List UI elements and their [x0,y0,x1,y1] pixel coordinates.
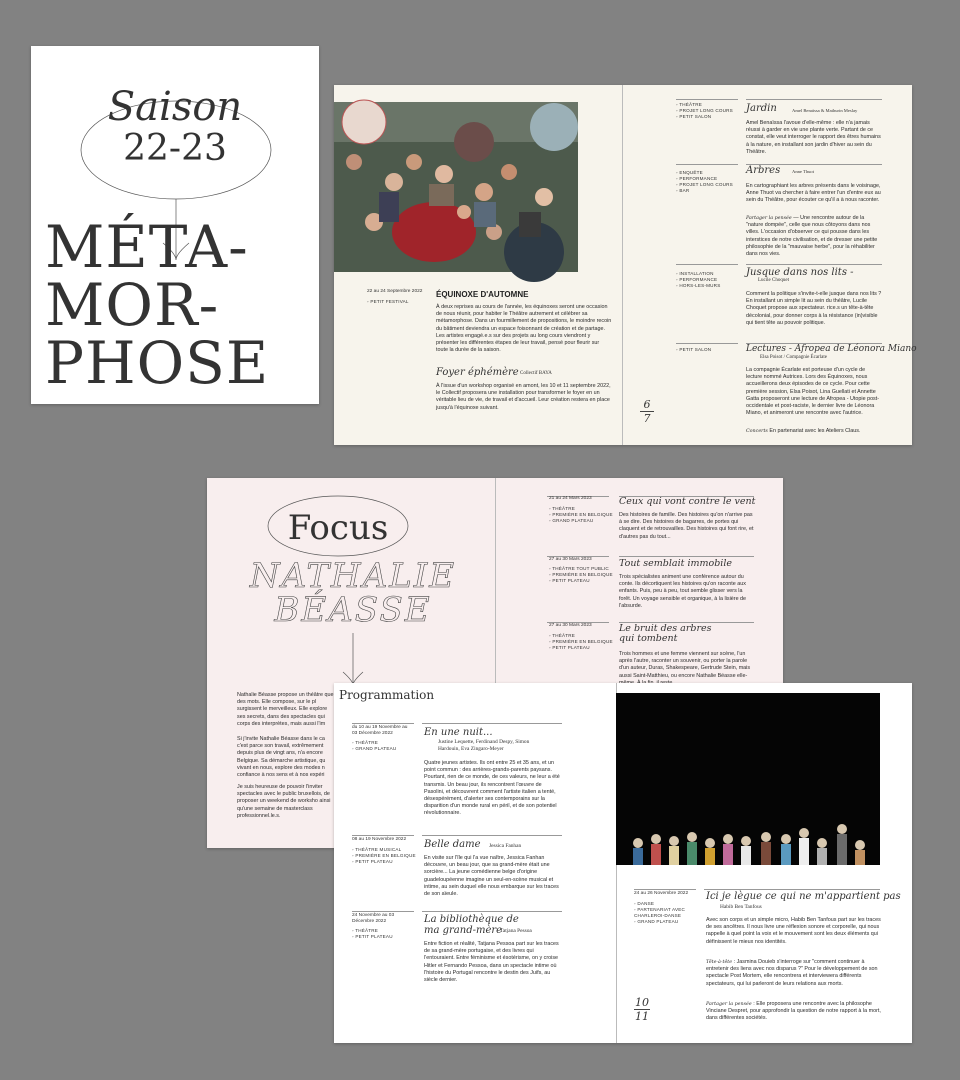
item-title: Arbres [746,165,781,176]
page-number: 10 11 [635,996,649,1023]
event-date: 08 au 19 Novembre 2022 [352,837,407,842]
event-by: Justine Lequette, Ferdinand Despy, Simon Hardouin, Eva Zingaro-Meyer [438,739,530,752]
event-tags: ◦ DANSE ◦ PARTENARIAT AVEC CHARLEROI-DANSE ◦ GRAND PLATEAU [634,901,696,925]
item-text: Comment la politique s'invite-t-elle jusque dans nos lits ? En installant un simple lit au sein du théâtre, Lucile Choquet propose aux spectateur. rice.s un tête-à-tête décolonial, pour donner corps à la résistance (in)visible qui tient tête au pouvoir politique. [746,291,882,326]
item-tags: ◦ ENQUÊTE ◦ PERFORMANCE ◦ PROJET LONG COURS ◦ BAR [676,170,733,194]
section-title: ÉQUINOXE D'AUTOMNE [436,290,529,299]
item-title: Lectures - Afropea de Léonora Miano [746,344,917,354]
item-title: Jusque dans nos lits - [746,267,854,278]
item-note: Concerts En partenariat avec les Ateliers Claus. [746,428,861,434]
event-note: Tête-à-tête : Jasmina Douieb s'interroge sur "comment continuer à entretenir des liens avec nos disparus ?" Pour le développement de son spectacle Post Mortem, elle rencontrera et interviewera différents spectateurs, qui lui parleront de leurs relations aux morts. [706,959,878,987]
event-by: Jessica Fanhan [489,843,522,849]
event-title: La bibliothèque de ma grand-mère [424,914,519,936]
cover-title-line: PHOSE [45,329,270,397]
event-tags: ◦ THÉÂTRE TOUT PUBLIC ◦ PREMIÈRE EN BELGIQUE ◦ PETIT PLATEAU [549,566,613,584]
event-title: Ici je lègue ce qui ne m'appartient pas [706,891,901,902]
spread-equinoxe [334,85,917,445]
item-by: Anne Thuot [792,169,814,174]
event-title: En une nuit... [424,727,493,738]
focus-word: Focus [287,508,389,548]
foyer-title: Foyer éphémère [436,367,519,378]
spread-programmation [334,683,912,1043]
event-date: du 10 au 19 Novembre au 03 Décembre 2022 [352,725,408,736]
event-tags: ◦ THÉÂTRE ◦ GRAND PLATEAU [352,740,396,752]
event-text: Des histoires de famille. Des histoires qu'on n'arrive pas à se dire. Des histoires de bagarres, de portes qui claquent et de retrouvailles. Des histoires qui font rire, et d'autres pas du tout... [619,512,754,540]
event-by: Tatjana Pessoa [500,928,532,934]
item-tags: ◦ THÉÂTRE ◦ PROJET LONG COURS ◦ PETIT SALON [676,102,733,120]
item-by: Lucile Choquet [758,278,789,283]
event-tags: ◦ THÉÂTRE ◦ PREMIÈRE EN BELGIQUE ◦ GRAND PLATEAU [549,506,613,524]
event-date: 22 au 24 Septembre 2022 [367,289,423,294]
event-text: Entre fiction et réalité, Tatjana Pessoa part sur les traces de sa grand-mère portugaise, et des livres qui l'entouraient. Entre féminisme et ésotérisme, on y croise Hitler et Fernando Pessoa, dans un spectacle intime où l'histoire du Portugal rencontre le destin des Juifs, au siècle dernier. [424,941,559,984]
event-text: Trois hommes et une femme viennent sur scène, l'un après l'autre, raconter un souvenir, ou porter la parole d'un auteur, Duras, Shakespeare, Gertrude Stein, mais aussi Saint-Matthieu, ou encore Nathalie Béasse elle- [619,651,751,679]
stage-performers-photo [616,693,880,865]
event-text: Avec son corps et un simple micro, Habib Ben Tanfous part sur les traces de ses ancêtres. Il nous livre une réflexion sonore et corporelle, qui nous rappelle à quel point la voix et le mouvement sont les deux éléments qui définissent le mieux nos identités. [706,917,881,945]
event-text: Trois spécialistes animent une conférence autour du conte. Ils décortiquent les histoires qu'on raconte aux enfants. Puis, peu à peu, tout semble glisser vers la forêt. Un voyage sensible et organique, à la lisière de l'absurde. [619,574,747,609]
item-by: Amel Benaïssa & Mathurin Meslay [792,108,858,113]
cover-title [45,213,270,397]
item-title: Jardin [746,103,777,114]
event-date: 27 au 30 Mars 2023 [549,557,592,562]
crowd-umbrellas-photo [334,102,578,272]
cover-years: 22-23 [123,128,227,169]
cover-title-line: MÉTA- [45,213,249,281]
programmation-heading: Programmation [339,688,435,702]
event-note: Partager la pensée : Elle proposera une rencontre avec la philosophe Vinciane Despret, pour approfondir la question de notre rapport à la mort, dans différentes sociétés. [706,1001,881,1022]
event-title: Tout semblait immobile [619,558,732,569]
event-tags: ◦ THÉÂTRE ◦ PREMIÈRE EN BELGIQUE ◦ PETIT PLATEAU [549,633,613,651]
event-tags: ◦ THÉÂTRE ◦ PETIT PLATEAU [352,928,393,940]
page-number: 6 7 [640,398,654,425]
item-by: Elsa Poisot / Compagnie Écarlate [760,355,827,360]
event-text: Quatre jeunes artistes. Ils ont entre 25 et 35 ans, et un point commun : des arrières-grands-parents paysans. Pourtant, rien de ce monde, de ces valeurs, ne leur a été transmis. Un beau jour, ils rencontrent l'œuvre de Pasolini, et découvrent comment l'artiste italien a tenté, désespérément, d'alerter ses contemporains sur la disparition d'un monde rural en péril, et de son potentiel révolutionnaire. [424,760,560,817]
event-title: Belle dame [424,839,481,850]
event-date: 21 au 24 Mars 2023 [549,496,592,501]
event-title: Le bruit des arbres qui tombent [619,623,712,644]
item-tags: ◦ INSTALLATION ◦ PERFORMANCE ◦ HORS-LES-MURS [676,271,720,289]
event-text: En visite sur l'île qui l'a vue naître, Jessica Fanhan découvre, un beau jour, que sa grand-mère était une sorcière... La jeune comédienne belge d'origine guadeloupéenne imagine un seul-en-scène musical et intime, au sein duquel elle nous embarque sur les traces de son aïeule. [424,855,559,898]
foyer-text: À l'issue d'un workshop organisé en amont, les 10 et 11 septembre 2022, le Collectif proposera une installation pour transformer le foyer en un véritable lieu de vie, de travail et d'accueil. Leur création restera en place jusqu'à l'équinoxe suivant. [436,383,611,411]
cover-title-line: MOR- [45,271,220,339]
event-date: 24 Novembre au 03 Décembre 2022 [352,913,395,924]
event-by: Habib Ben Tanfous [720,904,762,910]
focus-intro-3: Je suis heureuse de pouvoir l'inviter spectacles avec le public bruxellois, de proposer un weekend de worksho ainsi qu'une semaine de masterclass professionnel.le.s. [237,784,331,819]
foyer-by: Collectif BAYA [520,371,552,376]
event-tags: ◦ PETIT FESTIVAL [367,299,409,305]
cover-page [31,46,319,404]
focus-name-line2: BÉASSE [274,590,432,630]
item-text: En cartographiant les arbres présents dans le voisinage, Anne Thuot va chercher à faire entrer l'un d'entre eux au sein du Théâtre, pour écouter ce qu'il a à nous raconter. [746,183,881,204]
item-tags: ◦ PETIT SALON [676,347,711,353]
intro-text: À deux reprises au cours de l'année, les équinoxes seront une occasion de nous réunir, pour habiter le Théâtre autrement et célébrer sa métamorphose. Dans un fourmillement de propositions, le moindre recoin du bâtiment deviendra un espace foisonnant de création et de partage. Les artistes engagé.e.s sur des projets au long cours viendront y présenter les différentes étapes de leur travail, pensé pour fleurir sur toute la durée de la saison. [436,304,612,354]
event-date: 27 au 30 Mars 2023 [549,623,592,628]
focus-name-line1: NATHALIE [249,556,457,596]
item-text: La compagnie Écarlate est porteuse d'un cycle de lecture nommé Autrices. Lors des Équinoxes, nous accueillerons deux épisodes de ce cycle. Pour cette première session, Elsa Poisot, Lina Guellati et Annette Gatta proposeront une lecture de Afropea - Utopie post-occidentale et post-raciste, le dernier livre de Léonora Miano, et animeront une rencontre avec l'autrice. [746,367,880,417]
event-tags: ◦ THÉÂTRE MUSICAL ◦ PREMIÈRE EN BELGIQUE ◦ PETIT PLATEAU [352,847,416,865]
cover-saison: Saison [107,84,243,130]
item-text: Amel Benaïssa l'avoue d'elle-même : elle n'a jamais réussi à garder en vie une plante verte. Partant de ce constat, elle veut interroger le rapport des êtres humains à la nature, en installant son jardin d'hiver au sein du Théâtre. [746,120,881,155]
focus-intro-1: Nathalie Béasse propose un théâtre que des mots. Elle compose, sur le pl surgissent le merveilleux. Elle explore ses secrets, dans des spectacles qui corps des interprètes, mais aussi l'im [237,692,334,727]
event-date: 24 au 26 Novembre 2022 [634,891,689,896]
focus-intro-2: Si j'invite Nathalie Béasse dans le ca c'est parce son travail, extrêmement depuis plus de vingt ans, n'a encore Belgique. Sa démarche artistique, qu vivant en nous, explore des modes n confiance à nos sens et à nos expéri [237,736,326,779]
event-title: Ceux qui vont contre le vent [619,496,756,507]
item-note: Partager la pensée — Une rencontre autour de la "nature dompée", celle que nous côtoyons dans nos villes. L'occasion d'observer ce qui pousse dans les interstices de notre civilisation, et de dresser une petite philosophie de la "mauvaise herbe", pour la réhabiliter dans nos vies. [746,215,878,258]
